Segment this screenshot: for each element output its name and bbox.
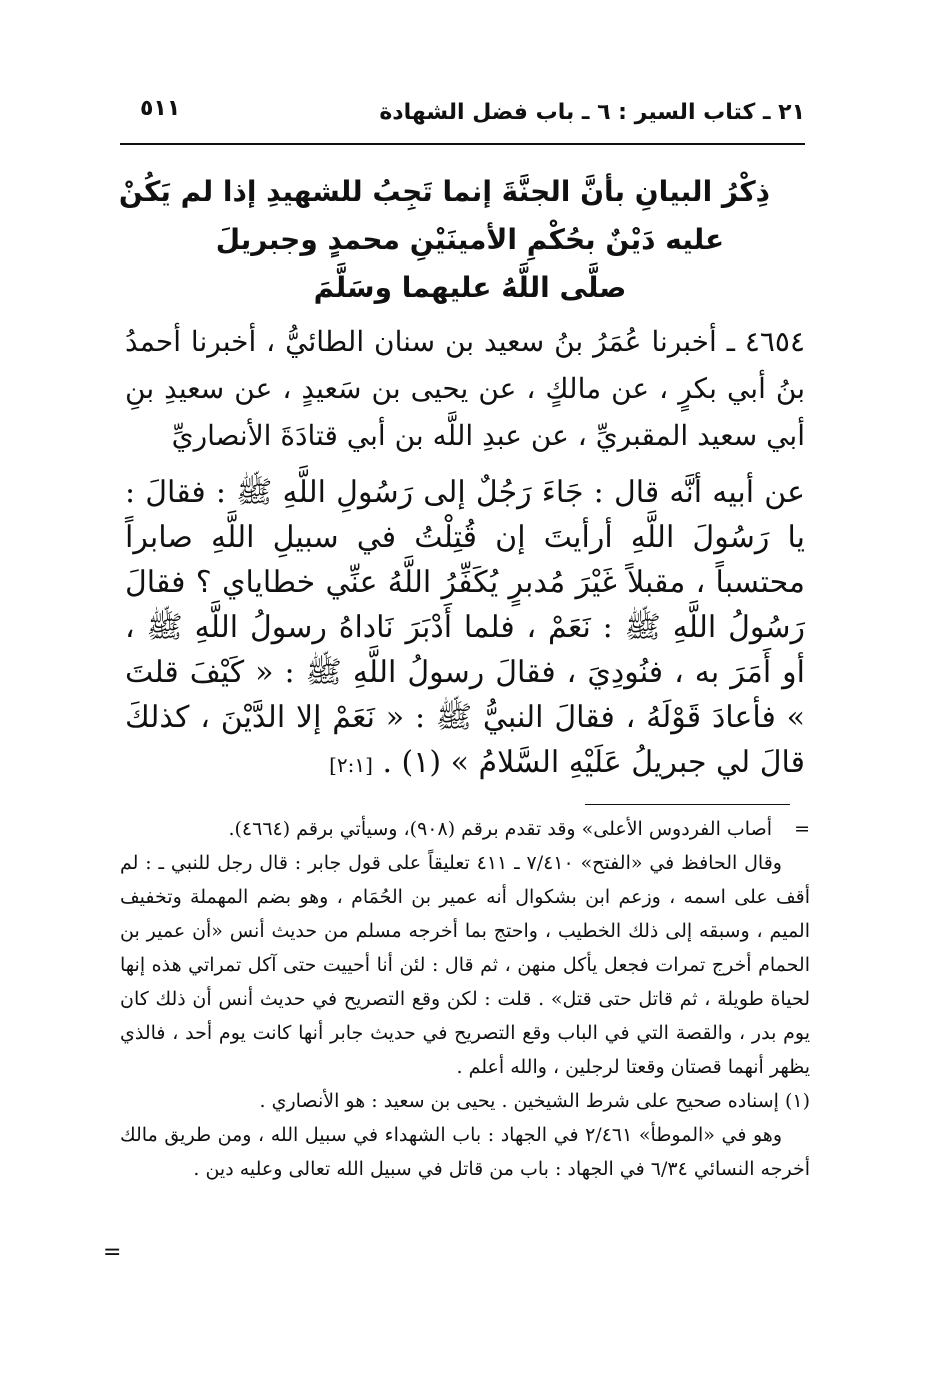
running-header: [140, 92, 805, 136]
header-title: ٢١ ـ كتاب السير : ٦ ـ باب فضل الشهادة: [379, 100, 805, 125]
chapter-heading-line-3: صلَّى اللَّهُ عليهما وسَلَّمَ: [313, 271, 627, 304]
footnote-continuation: [120, 812, 810, 846]
page-number: ٥١١: [140, 96, 181, 121]
chapter-heading-line-1: ذِكْرُ البيانِ بأنَّ الجنَّةَ إنما تَجِبُ للشهيدِ إذا لم يَكُنْ: [118, 175, 770, 208]
header-divider: [120, 143, 805, 145]
continuation-marker: =: [794, 818, 810, 840]
end-continuation-marker: =: [103, 1240, 122, 1265]
footnote-1-detail: وهو في «الموطأ» ٢/٤٦١ في الجهاد : باب الشهداء في سبيل الله ، ومن طريق مالك أخرجه النسائي ٦/٣٤ في الجهاد : باب من قاتل في سبيل الله تعالى وعليه دين .: [120, 1124, 810, 1180]
footnote-1: (١) إسناده صحيح على شرط الشيخين . يحيى بن سعيد : هو الأنصاري .: [259, 1090, 810, 1112]
hadith-body: عن أبيه أنَّه قال : جَاءَ رَجُلٌ إلى رَسُولِ اللَّهِ ﷺ : فقالَ : يا رَسُولَ اللَّهِ أرأيتَ إن قُتِلْتُ في سبيلِ اللَّهِ صابراً محتسباً ، مقبلاً غَيْرَ مُدبرٍ يُكَفِّرُ اللَّهُ عنِّي خطاياي ؟ فقالَ رَسُولُ اللَّهِ ﷺ : نَعَمْ ، فلما أَدْبَرَ نَاداهُ رسولُ اللَّهِ ﷺ ، أو أَمَرَ به ، فنُودِيَ ، فقالَ رسولُ اللَّهِ ﷺ : « كَيْفَ قلتَ » فأعادَ قَوْلَهُ ، فقالَ النبيُّ ﷺ : « نَعَمْ إلا الدَّيْنَ ، كذلكَ قالَ لي جبريلُ عَلَيْهِ السَّلامُ » (١) .: [125, 475, 805, 780]
footnote-paragraph: وقال الحافظ في «الفتح» ٧/٤١٠ ـ ٤١١ تعليقاً على قول جابر : قال رجل للنبي ـ : لم أقف على اسمه ، وزعم ابن بشكوال أنه عمير بن الحُمَام ، وهو بضم المهملة وتخفيف الميم ، وسبقه إلى ذلك الخطيب ، واحتج بما أخرجه مسلم من حديث أنس «أن عمير بن الحمام أخرج تمرات فجعل يأكل منهن ، ثم قال : لئن أنا أحييت حتى آكل تمراتي هذه إنها لحياة طويلة ، ثم قاتل حتى قتل» . قلت : لكن وقع التصريح في حديث أنس أن ذلك كان يوم بدر ، والقصة التي في الباب وقع التصريح في حديث جابر أنها كانت يوم أحد ، فالذي يظهر أنهما قصتان وقعتا لرجلين ، والله أعلم .: [120, 852, 810, 1078]
hadith-isnad: ٤٦٥٤ ـ أخبرنا عُمَرُ بنُ سعيد بن سنان الطائيُّ ، أخبرنا أحمدُ بنُ أبي بكرٍ ، عن مالكٍ ، عن يحيى بن سَعيدٍ ، عن سعيدِ بنِ أبي سعيد المقبريِّ ، عن عبدِ اللَّه بن أبي قتادَةَ الأنصاريِّ: [125, 325, 805, 452]
footnote-continued-text: أصاب الفردوس الأعلى» وقد تقدم برقم (٩٠٨)، وسيأتي برقم (٤٦٦٤).: [228, 818, 772, 840]
hadith-reference: [٢:١]: [329, 753, 373, 777]
footnote-divider: [585, 804, 790, 805]
chapter-heading-line-2: عليه دَيْنٌ بحُكْمِ الأمينَيْنِ محمدٍ وجبريلَ: [215, 223, 725, 256]
hadith-matn: [125, 470, 805, 788]
chapter-heading: [118, 168, 770, 312]
footnotes-section: [120, 812, 810, 1186]
